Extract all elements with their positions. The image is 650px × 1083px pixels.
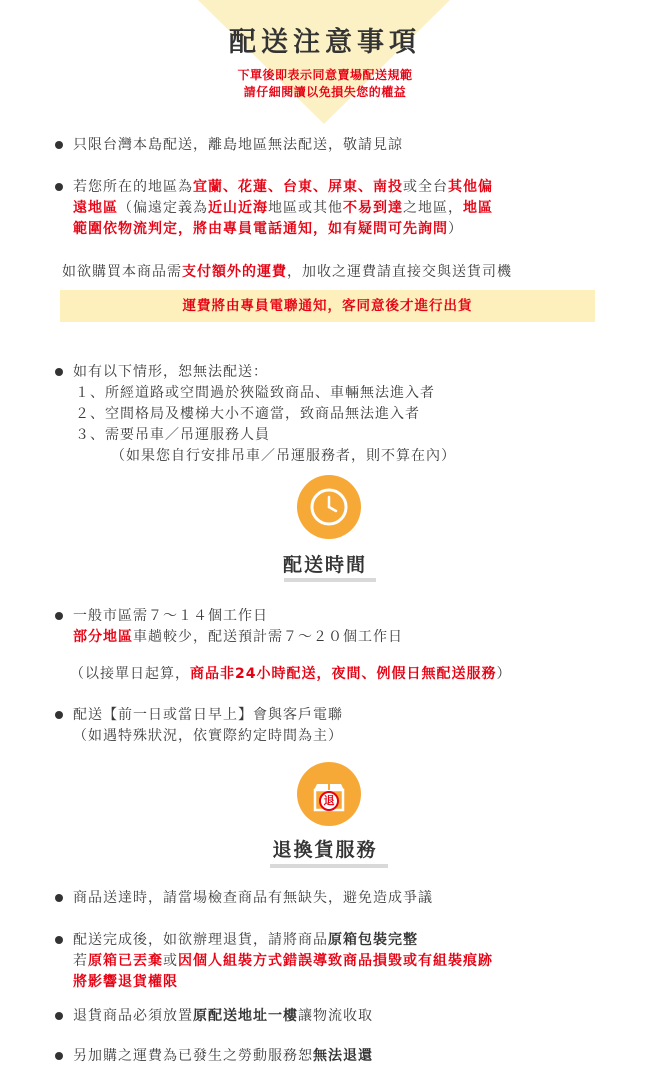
bullet-icon (55, 183, 63, 191)
bullet-icon (55, 894, 63, 902)
list-item (55, 135, 615, 156)
contact-call-note: 配送【前一日或當日早上】會與客戶電聯 （如遇特殊狀況，依實際約定時間為主） (73, 707, 343, 744)
shipping-notice-banner: 運費將由專員電聯通知，客同意後才進行出貨 (60, 290, 595, 322)
section-title-underline (270, 864, 388, 868)
no-delivery-conditions: 如有以下情形，恕無法配送： １、所經道路或空間過於狹隘致商品、車輛無法進入者 ２、空間格局及樓梯大小不適當，致商品無法進入者 ３、需要吊車／吊運服務人員 （如果您自行安排吊車／吊運服務者，則不算在內） (73, 364, 456, 464)
header-triangle-decoration (198, 0, 450, 124)
bullet-icon (55, 141, 63, 149)
island-only-note: 只限台灣本島配送，離島地區無法配送，敬請見諒 (73, 137, 403, 153)
section-title-delivery-time: 配送時間 (282, 554, 367, 576)
inspect-on-arrival-note: 商品送達時，請當場檢查商品有無缺失，避免造成爭議 (73, 890, 433, 906)
bullet-icon (55, 1052, 63, 1060)
bullet-icon (55, 368, 63, 376)
delivery-schedule-note: （以接單日起算，商品非24小時配送，夜間、例假日無配送服務） (70, 666, 512, 682)
clock-icon (297, 475, 361, 539)
section-title-underline (284, 578, 376, 582)
subtitle-line-2: 請仔細閱讀以免損失您的權益 (243, 85, 407, 99)
list-item (55, 705, 615, 747)
bullet-icon (55, 711, 63, 719)
delivery-days-note: 一般市區需７～１４個工作日 部分地區車趟較少，配送預計需７～２０個工作日 (73, 608, 403, 645)
list-item (55, 1006, 615, 1027)
bullet-icon (55, 1012, 63, 1020)
return-packaging-note: 配送完成後，如欲辦理退貨，請將商品原箱包裝完整 若原箱已丟棄或因個人組裝方式錯誤導致商品損毀或有組裝痕跡 將影響退貨權限 (73, 932, 493, 990)
bullet-icon (55, 936, 63, 944)
list-item (55, 177, 615, 240)
list-item (55, 1046, 615, 1067)
return-box-icon (297, 762, 361, 826)
extra-fee-note: 如欲購買本商品需支付額外的運費，加收之運費請直接交與送貨司機 (62, 264, 512, 280)
page-title: 配送注意事項 (229, 27, 421, 58)
return-badge-label: 退 (323, 794, 335, 807)
list-item (55, 930, 615, 993)
list-item (55, 362, 615, 467)
subtitle-line-1: 下單後即表示同意賣場配送規範 (237, 68, 413, 82)
list-item (55, 888, 615, 909)
return-pickup-note: 退貨商品必須放置原配送地址一樓讓物流收取 (73, 1008, 373, 1024)
list-item (55, 606, 615, 648)
remote-area-note: 若您所在的地區為宜蘭、花蓮、台東、屏東、南投或全台其他偏 遠地區（偏遠定義為近山近海地區或其他不易到達之地區，地區 範圍依物流判定，將由專員電話通知，如有疑問可先詢問） (73, 179, 493, 237)
non-refundable-fee-note: 另加購之運費為已發生之勞動服務恕無法退還 (73, 1048, 373, 1064)
bullet-icon (55, 612, 63, 620)
section-title-return-service: 退換貨服務 (272, 839, 378, 861)
